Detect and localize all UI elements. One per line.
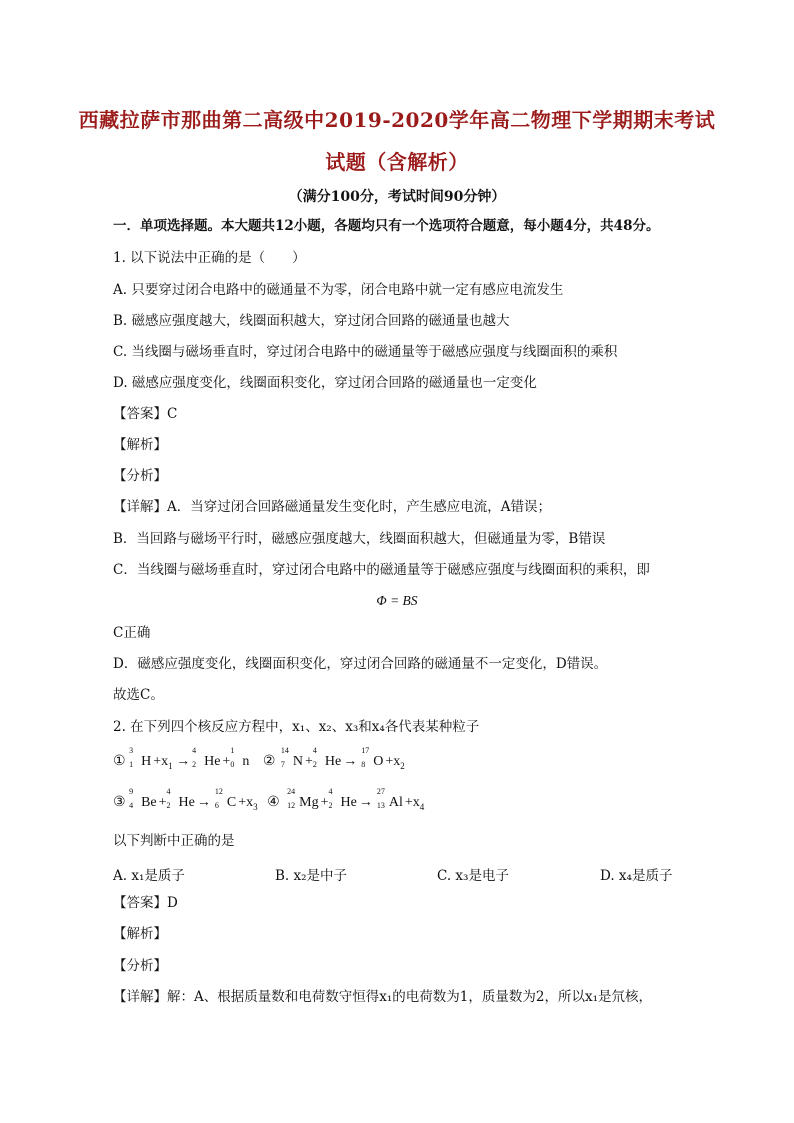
q1-answer: 【答案】C xyxy=(113,406,178,422)
eq1-label: ① xyxy=(113,754,126,769)
title-line-2: 试题（含解析） xyxy=(325,150,469,174)
eq4-label: ④ xyxy=(267,795,280,810)
q2-jiexi: 【解析】 xyxy=(113,926,167,942)
q2-equations-row-1: ① 3 1 $H +x_1$ → 4 2 He + 1 0 n ② 14 7 N + 4 2 He → 17 8 $O +x_2$ xyxy=(113,746,405,771)
q2-judge: 以下判断中正确的是 xyxy=(113,833,235,849)
nuclide-n14: 14 7 N xyxy=(280,746,304,769)
nuclide-o17: 17 8 O xyxy=(361,746,384,769)
eq2-label: ② xyxy=(262,754,276,769)
q2-answer: 【答案】D xyxy=(113,895,178,911)
q1-option-b: B. 磁感应强度越大，线圈面积越大，穿过闭合回路的磁通量也越大 xyxy=(113,313,510,329)
section-heading: 一．单项选择题。本大题共12小题，各题均只有一个选项符合题意，每小题4分，共48分。 xyxy=(113,218,660,234)
nuclide-be9: 9 4 Be xyxy=(129,787,157,810)
nuclide-al27: 27 13 Al xyxy=(376,787,403,810)
q1-conclusion: 故选C。 xyxy=(113,687,164,703)
q1-fenxi: 【分析】 xyxy=(113,468,167,484)
q2-option-c: C. x₃是电子 xyxy=(437,868,509,884)
q1-detail-5: D．磁感应强度变化，线圈面积变化，穿过闭合回路的磁通量不一定变化，D错误。 xyxy=(113,656,608,672)
q1-option-a: A. 只要穿过闭合电路中的磁通量不为零，闭合电路中就一定有感应电流发生 xyxy=(113,282,564,298)
q1-detail-1: 【详解】A．当穿过闭合回路磁通量发生变化时，产生感应电流，A错误； xyxy=(113,499,551,515)
q1-option-d: D. 磁感应强度变化，线圈面积变化，穿过闭合回路的磁通量也一定变化 xyxy=(113,375,537,391)
nuclide-n1: 1 0 n xyxy=(230,746,250,769)
q1-jiexi: 【解析】 xyxy=(113,437,167,453)
q1-stem: 1. 以下说法中正确的是（ ） xyxy=(113,250,306,266)
nuclide-he4d: 4 2 He xyxy=(328,787,357,810)
nuclide-he4c: 4 2 He xyxy=(166,787,195,810)
nuclide-he4b: 4 2 He xyxy=(312,746,342,769)
q1-option-c: C. 当线圈与磁场垂直时，穿过闭合电路中的磁通量等于磁感应强度与线圈面积的乘积 xyxy=(113,344,618,360)
q2-detail-1: 【详解】解：A、根据质量数和电荷数守恒得x₁的电荷数为1，质量数为2，所以x₁是氘核， xyxy=(113,989,652,1005)
q1-detail-3: C．当线圈与磁场垂直时，穿过闭合电路中的磁通量等于磁感应强度与线圈面积的乘积，即 xyxy=(113,562,650,578)
q1-detail-2: B．当回路与磁场平行时，磁感应强度越大，线圈面积越大，但磁通量为零，B错误 xyxy=(113,531,606,547)
nuclide-mg24: 24 12 Mg xyxy=(287,787,319,810)
q2-stem: 2. 在下列四个核反应方程中，x₁、x₂、x₃和x₄各代表某种粒子 xyxy=(113,719,480,735)
q2-option-b: B. x₂是中子 xyxy=(275,868,348,884)
q1-detail-4: C正确 xyxy=(113,625,151,641)
eq3-label: ③ xyxy=(113,795,126,810)
q2-equations-row-2: ③ 9 4 Be + 4 2 He → 12 6 $C +x_3$ ④ 24 12 Mg + 4 2 He → 27 13 $Al +x_4$ xyxy=(113,787,425,812)
q1-formula: Φ = BS xyxy=(376,593,418,608)
q2-option-a: A. x₁是质子 xyxy=(113,868,185,884)
q2-option-d: D. x₄是质子 xyxy=(600,868,673,884)
q2-fenxi: 【分析】 xyxy=(113,958,167,974)
nuclide-c12: 12 6 C xyxy=(214,787,237,810)
nuclide-h3: 3 1 H xyxy=(129,746,152,769)
nuclide-he4: 4 2 He xyxy=(192,746,221,769)
exam-info: （满分100分，考试时间90分钟） xyxy=(288,189,506,205)
title-line-1: 西藏拉萨市那曲第二高级中2019-2020学年高二物理下学期期末考试 xyxy=(78,108,716,132)
